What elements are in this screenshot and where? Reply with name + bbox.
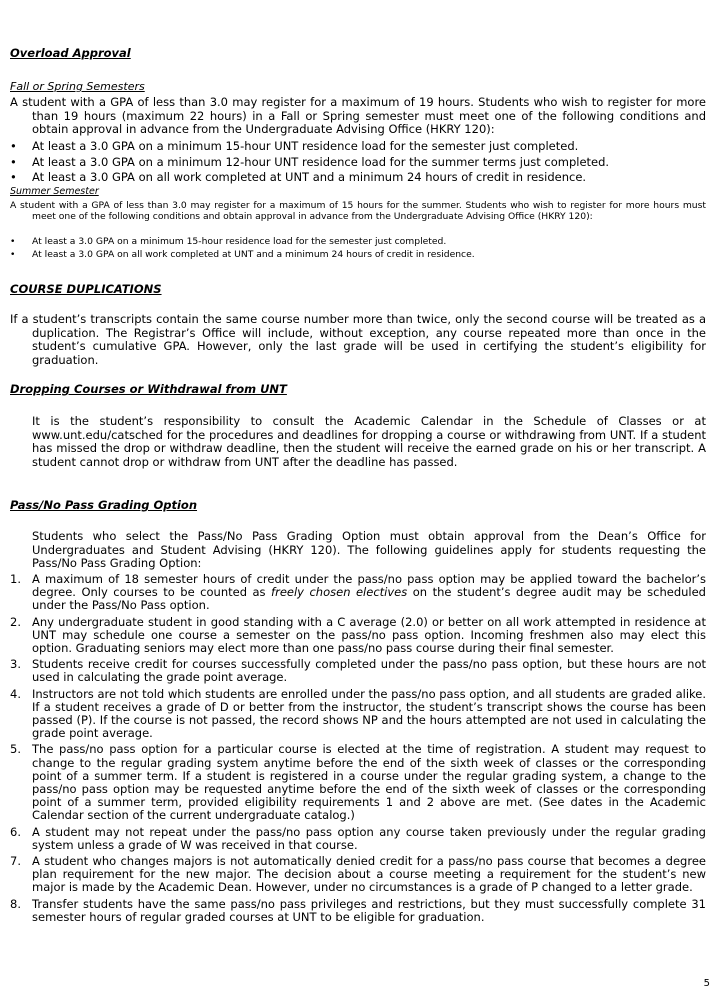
- list-item: 2. Any undergraduate student in good standing with a C average (2.0) or better on all work attempted in residence at UNT may schedule one course a semester on the pass/no pass option. Incoming freshmen also may elect this option. Graduating seniors may elect more than one pass/no pass course during their final semester.: [10, 614, 706, 656]
- dropping-heading: Dropping Courses or Withdrawal from UNT: [10, 382, 287, 396]
- summer-bullets: [10, 235, 706, 261]
- list-item: • At least a 3.0 GPA on a minimum 15-hour UNT residence load for the semester just completed.: [10, 139, 579, 153]
- passnopass-heading: Pass/No Pass Grading Option: [10, 498, 198, 512]
- fall-spring-bullets: [10, 139, 706, 186]
- list-item: 6. A student may not repeat under the pass/no pass option any course taken previously under the regular grading system unless a grade of W was received in that course.: [10, 824, 706, 852]
- page-number: 5: [703, 978, 710, 989]
- list-item: • At least a 3.0 GPA on all work completed at UNT and a minimum 24 hours of credit in residence.: [10, 170, 587, 184]
- list-item: • At least a 3.0 GPA on all work completed at UNT and a minimum 24 hours of credit in residence.: [10, 249, 475, 260]
- list-item: 8. Transfer students have the same pass/no pass privileges and restrictions, but they must successfully complete 31 semester hours of regular graded courses at UNT to be eligible for graduation.: [10, 896, 706, 924]
- passnopass-guidelines: [10, 573, 706, 927]
- dropping-text: It is the student’s responsibility to consult the Academic Calendar in the Schedule of Classes or at www.unt.edu/catsched for the procedures and deadlines for dropping a course or withdrawing from UNT. If a student has missed the drop or withdraw deadline, then the student will receive the earned grade on his or her transcript. A student cannot drop or withdraw from UNT after the deadline has passed.: [32, 414, 706, 469]
- duplications-text: If a student’s transcripts contain the same course number more than twice, only the second course will be treated as a duplication. The Registrar’s Office will include, without exception, any course repeated more than once in the student’s cumulative GPA. However, only the last grade will be used in certifying the student’s eligibility for graduation.: [10, 312, 706, 367]
- fall-spring-title: Fall or Spring Semesters: [10, 80, 145, 93]
- summer-title: Summer Semester: [10, 186, 99, 197]
- summer-intro: A student with a GPA of less than 3.0 may register for a maximum of 15 hours for the summer. Students who wish to register for more hours must meet one of the following conditions and obtain approval in advance from the Undergraduate Advising Office (HKRY 120):: [10, 200, 706, 222]
- duplications-heading: COURSE DUPLICATIONS: [10, 282, 162, 296]
- list-item: 1. A maximum of 18 semester hours of credit under the pass/no pass option may be applied toward the bachelor’s degree. Only courses to be counted as freely chosen electives on the student’s degree audit may be scheduled under the Pass/No Pass option.: [10, 572, 706, 613]
- list-item: • At least a 3.0 GPA on a minimum 12-hour UNT residence load for the summer terms just completed.: [10, 154, 610, 169]
- list-item: 4. Instructors are not told which students are enrolled under the pass/no pass option, and all students are graded alike. If a student receives a grade of D or better from the instructor, the student’s transcript shows the course has been passed (P). If the course is not passed, the record shows NP and the hours attempted are not used in calculating the grade point average.: [10, 686, 706, 741]
- overload-heading: Overload Approval: [10, 46, 131, 60]
- list-item: 3. Students receive credit for courses successfully completed under the pass/no pass option, but these hours are not used in calculating the grade point average.: [10, 657, 706, 685]
- fall-spring-intro: A student with a GPA of less than 3.0 may register for a maximum of 19 hours. Students who wish to register for more than 19 hours (maximum 22 hours) in a Fall or Spring semester must meet one of the following conditions and obtain approval in advance from the Undergraduate Advising Office (HKRY 120):: [10, 95, 706, 136]
- passnopass-intro: Students who select the Pass/No Pass Grading Option must obtain approval from the Dean’s Office for Undergraduates and Student Advising (HKRY 120). The following guidelines apply for students requesting the Pass/No Pass Grading Option:: [32, 529, 706, 570]
- list-item: 7. A student who changes majors is not automatically denied credit for a pass/no pass course that becomes a degree plan requirement for the new major. The decision about a course meeting a requirement for the student’s new major is made by the Academic Dean. However, under no circumstances is a grade of P changed to a letter grade.: [10, 854, 706, 895]
- list-item: • At least a 3.0 GPA on a minimum 15-hour residence load for the semester just completed.: [10, 236, 447, 247]
- list-item: 5. The pass/no pass option for a particular course is elected at the time of registration. A student may request to change to the regular grading system anytime before the end of the sixth week of classes or the corresponding point of a summer term. If a student is registered in a course under the regular grading system, a change to the pass/no pass option may be requested anytime before the end of the sixth week of classes or the corresponding point of a summer term, provided eligibility requirements 1 and 2 above are met. (See dates in the Academic Calendar section of the current undergraduate catalog.): [10, 742, 706, 823]
